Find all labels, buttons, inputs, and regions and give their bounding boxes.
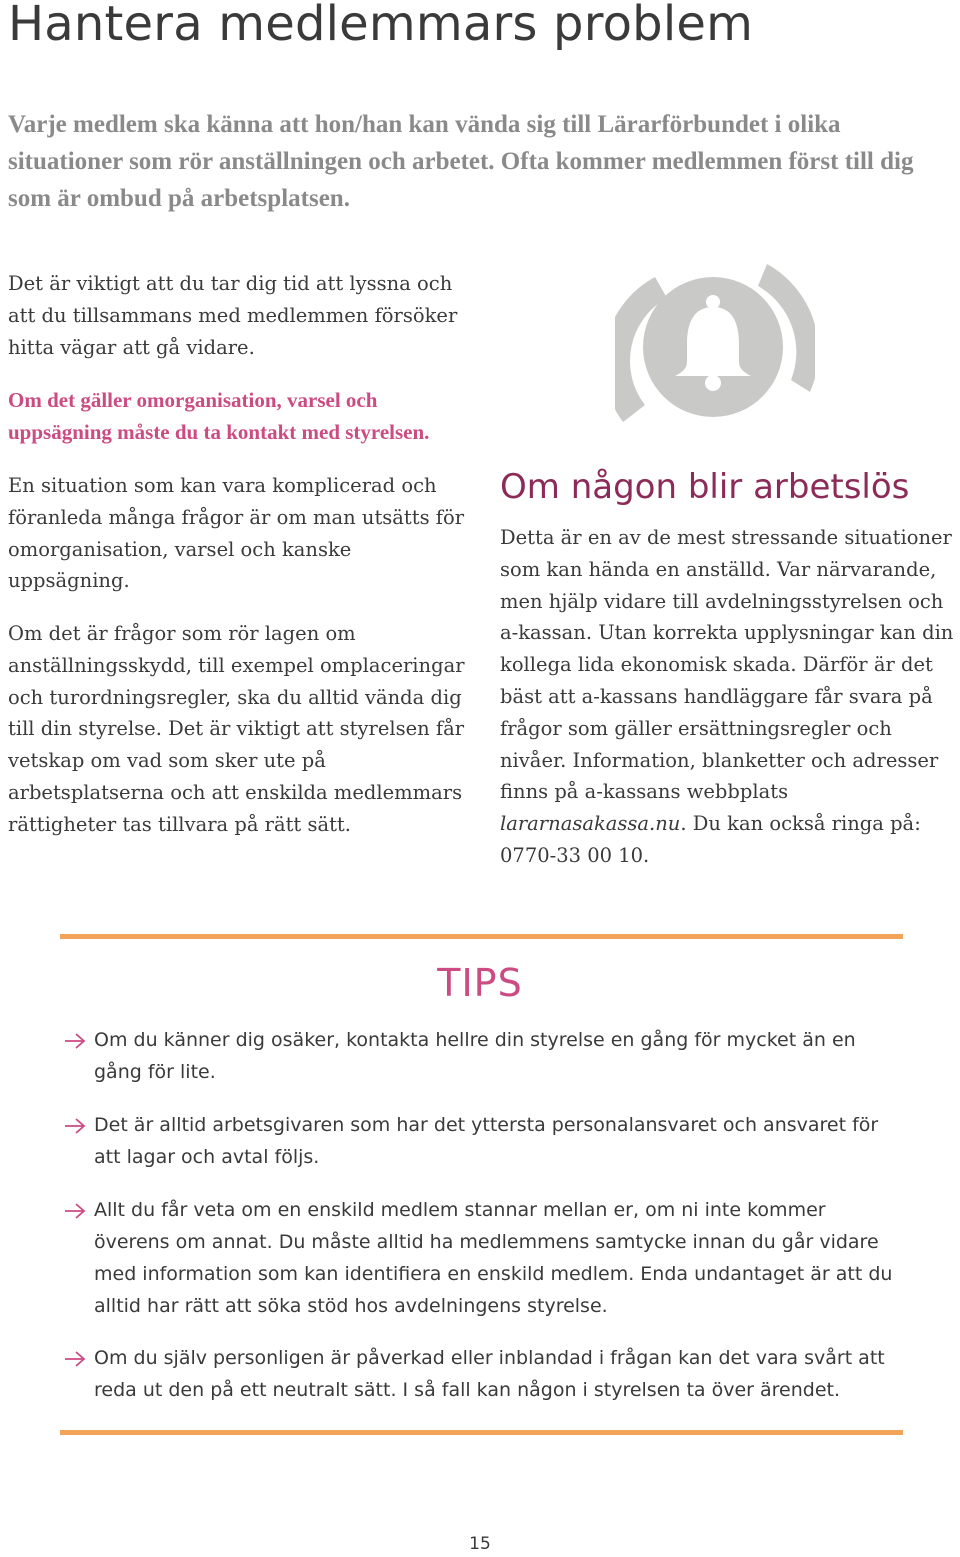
arrow-right-icon — [64, 1117, 86, 1135]
tip-item — [64, 1109, 904, 1173]
arrow-right-icon — [64, 1202, 86, 1220]
tip-item — [64, 1194, 904, 1322]
ingress: Varje medlem ska känna att hon/han kan vända sig till Lärarförbundet i olika situationer som rör anställningen och arbetet. Ofta kommer medlemmen först till dig som är ombud på arbetsplatsen. — [8, 111, 914, 212]
section-heading-unemployment: Om någon blir arbetslös — [500, 467, 910, 507]
left-paragraph-3: Om det är frågor som rör lagen om anställningsskydd, till exempel omplaceringar och turordningsregler, ska du alltid vända dig till din styrelse. Det är viktigt att styrelsen får vetskap om vad som sker ute på arbetsplatserna och att enskilda medlemmars rättigheter tas tillvara på rätt sätt. — [8, 622, 465, 836]
tip-item — [64, 1024, 904, 1088]
left-paragraph-1: Det är viktigt att du tar dig tid att lyssna och att du tillsammans med medlemmen försöker hitta vägar att gå vidare. — [8, 272, 458, 359]
bell-icon — [615, 262, 815, 432]
arrow-right-icon — [64, 1350, 86, 1368]
page-title: Hantera medlemmars problem — [8, 0, 754, 52]
tip-text: Om du känner dig osäker, kontakta hellre din styrelse en gång för mycket än en gång för lite. — [94, 1029, 856, 1083]
right-paragraph — [500, 522, 960, 872]
arrow-right-icon — [64, 1032, 86, 1050]
tips-bottom-rule — [60, 1430, 903, 1435]
tip-item — [64, 1342, 904, 1406]
page-number: 15 — [469, 1534, 491, 1554]
tip-text: Det är alltid arbetsgivaren som har det yttersta personalansvaret och ansvaret för att lagar och avtal följs. — [94, 1114, 879, 1168]
tips-title: TIPS — [437, 961, 523, 1005]
tip-text: Om du själv personligen är påverkad eller inblandad i frågan kan det vara svårt att reda ut den på ett neutralt sätt. I så fall kan någon i styrelsen ta över ärendet. — [94, 1347, 885, 1401]
right-paragraph-phone: . Du kan också ringa på: 0770-33 00 10. — [500, 812, 921, 867]
akassa-website-link[interactable]: lararnasakassa.nu — [500, 812, 681, 836]
left-paragraph-2: En situation som kan vara komplicerad och föranleda många frågor är om man utsätts för omorganisation, varsel och kanske uppsägning. — [8, 474, 465, 593]
tips-top-rule — [60, 934, 903, 939]
tip-text: Allt du får veta om en enskild medlem stannar mellan er, om ni inte kommer överens om annat. Du måste alltid ha medlemmens samtycke innan du går vidare med information som kan identifiera en enskild medlem. Enda undantaget är att du alltid har rätt att söka stöd hos avdelningens styrelse. — [94, 1199, 893, 1317]
left-highlight: Om det gäller omorganisation, varsel och uppsägning måste du ta kontakt med styrelsen. — [8, 388, 430, 444]
right-paragraph-text: Detta är en av de mest stressande situationer som kan hända en anställd. Var närvarande, men hjälp vidare till avdelningsstyrelsen och a-kassan. Utan korrekta upplysningar kan din kollega lida ekonomisk skada. Därför är det bäst att a-kassans handläggare får svara på frågor som gäller ersättningsregler och nivåer. Information, blanketter och adresser finns på a-kassans webbplats — [500, 526, 954, 804]
